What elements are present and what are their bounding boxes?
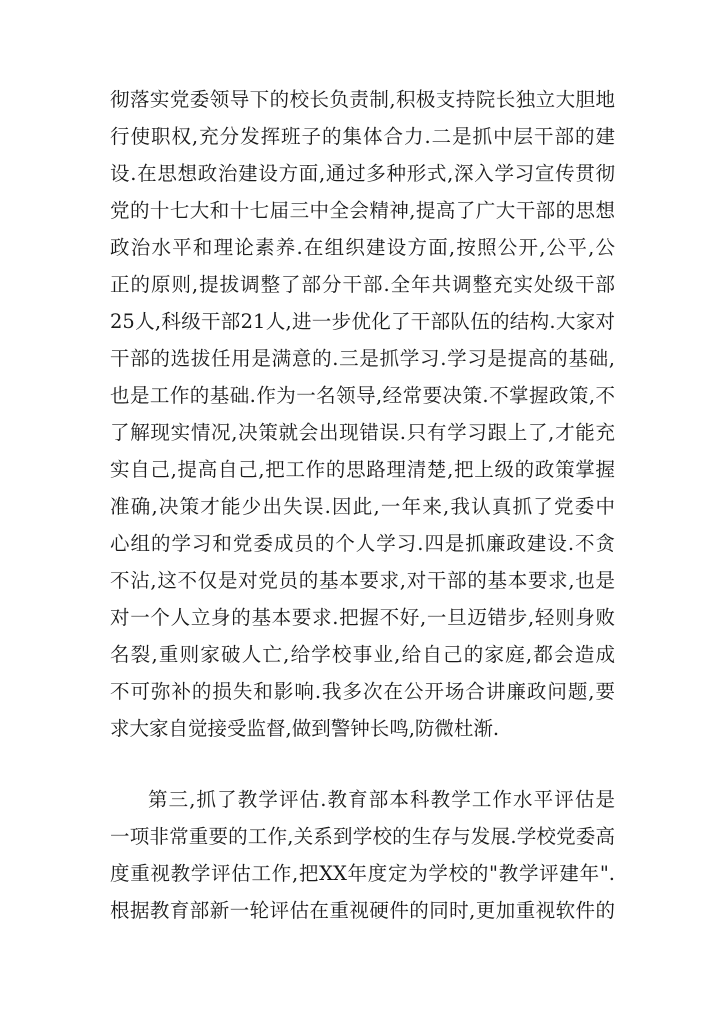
- text-line: 准确,决策才能少出失误.因此,一年来,我认真抓了党委中: [110, 495, 615, 518]
- text-line: 设.在思想政治建设方面,通过多种形式,深入学习宣传贯彻: [110, 162, 615, 185]
- text-line: 也是工作的基础.作为一名领导,经常要决策.不掌握政策,不: [110, 384, 615, 407]
- text-line: 一项非常重要的工作,关系到学校的生存与发展.学校党委高: [110, 825, 615, 848]
- text-line: 实自己,提高自己,把工作的思路理清楚,把上级的政策掌握: [110, 458, 615, 481]
- text-line: 党的十七大和十七届三中全会精神,提高了广大干部的思想: [110, 199, 615, 222]
- text-line: 度重视教学评估工作,把XX年度定为学校的"教学评建年".: [110, 862, 615, 885]
- text-line: 第三,抓了教学评估.教育部本科教学工作水平评估是: [148, 788, 615, 811]
- text-line: 不沾,这不仅是对党员的基本要求,对干部的基本要求,也是: [110, 569, 615, 592]
- text-line: 25人,科级干部21人,进一步优化了干部队伍的结构.大家对: [110, 310, 615, 333]
- text-line: 干部的选拔任用是满意的.三是抓学习.学习是提高的基础,: [110, 347, 615, 370]
- text-line: 对一个人立身的基本要求.把握不好,一旦迈错步,轻则身败: [110, 606, 615, 629]
- text-line: 行使职权,充分发挥班子的集体合力.二是抓中层干部的建: [110, 125, 615, 148]
- text-line: 政治水平和理论素养.在组织建设方面,按照公开,公平,公: [110, 236, 615, 259]
- text-line: 名裂,重则家破人亡,给学校事业,给自己的家庭,都会造成: [110, 643, 615, 666]
- text-line: 了解现实情况,决策就会出现错误.只有学习跟上了,才能充: [110, 421, 615, 444]
- text-line: 根据教育部新一轮评估在重视硬件的同时,更加重视软件的: [110, 899, 615, 922]
- text-line: 心组的学习和党委成员的个人学习.四是抓廉政建设.不贪: [110, 532, 615, 555]
- text-line: 正的原则,提拔调整了部分干部.全年共调整充实处级干部: [110, 273, 615, 296]
- text-line: 不可弥补的损失和影响.我多次在公开场合讲廉政问题,要: [110, 680, 615, 703]
- text-line: 彻落实党委领导下的校长负责制,积极支持院长独立大胆地: [110, 88, 615, 111]
- text-line: 求大家自觉接受监督,做到警钟长鸣,防微杜渐.: [110, 717, 500, 740]
